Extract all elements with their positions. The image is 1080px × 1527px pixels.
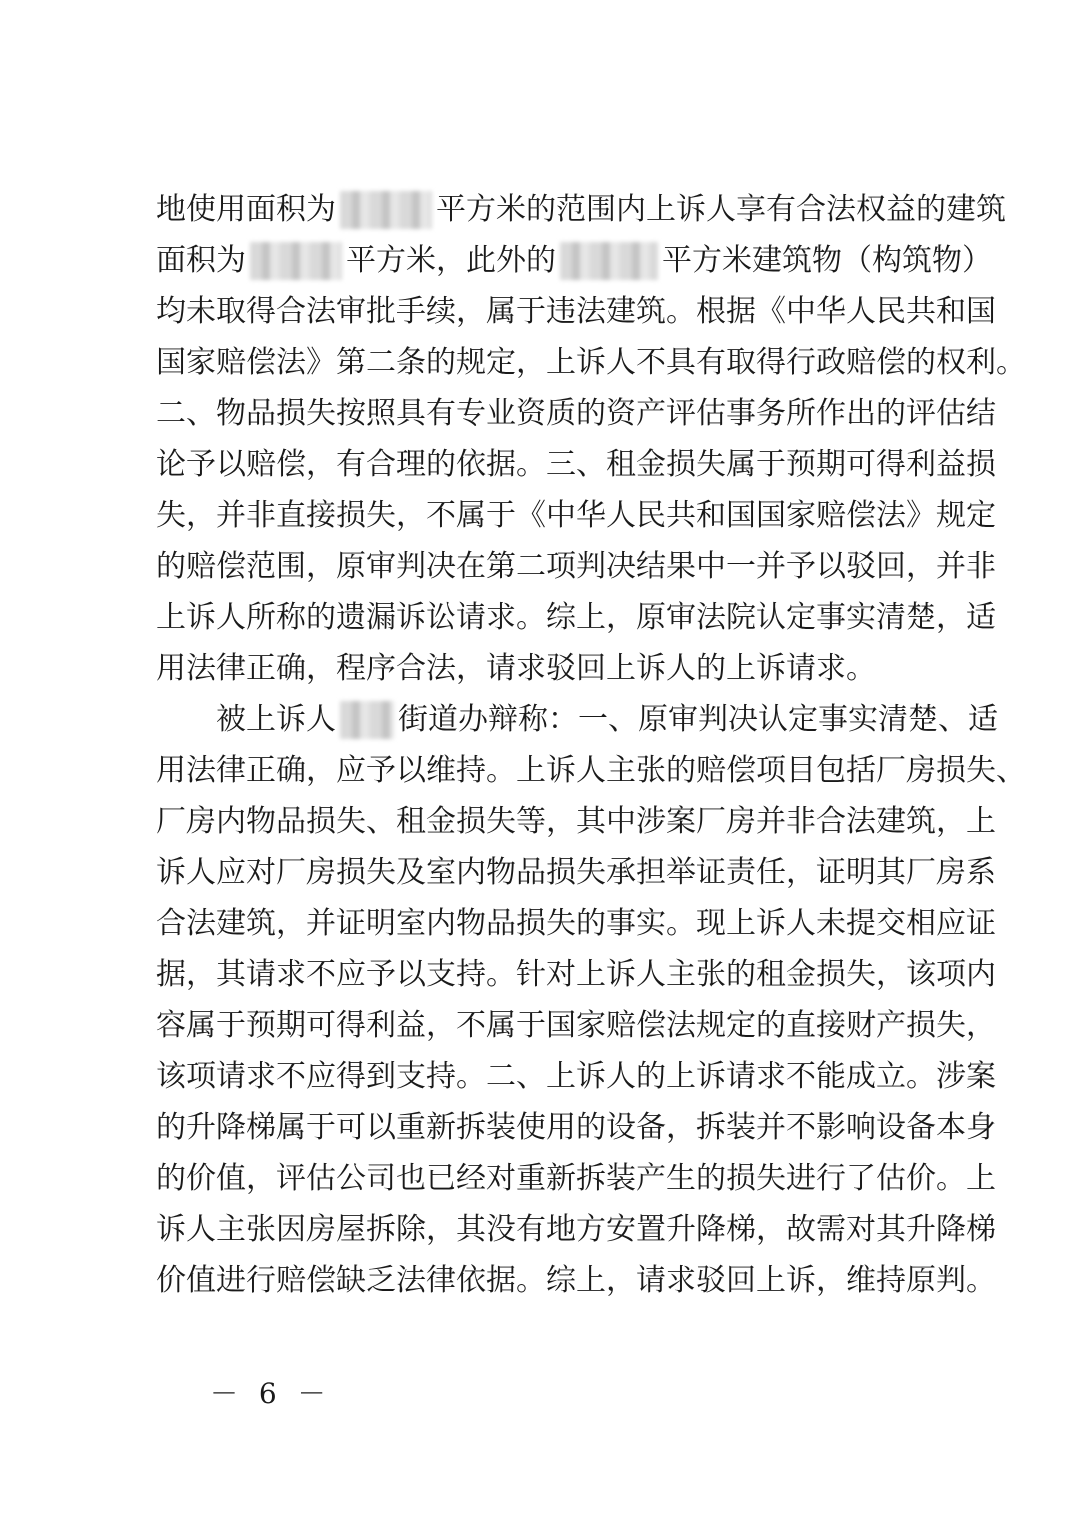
text-segment: 街道办辩称：一、原审判决认定事实清楚、适 xyxy=(398,702,998,737)
text-segment: 的赔偿范围，原审判决在第二项判决结果中一并予以驳回，并非 xyxy=(156,549,996,584)
text-line xyxy=(156,1153,996,1204)
text-segment: 的价值，评估公司也已经对重新拆装产生的损失进行了估价。上 xyxy=(156,1161,996,1196)
text-segment: 诉人应对厂房损失及室内物品损失承担举证责任，证明其厂房系 xyxy=(156,855,996,890)
text-segment: 厂房内物品损失、租金损失等，其中涉案厂房并非合法建筑，上 xyxy=(156,804,996,839)
text-segment: 面积为 xyxy=(156,243,246,278)
text-line xyxy=(156,694,998,745)
text-segment: 国家赔偿法》第二条的规定，上诉人不具有取得行政赔偿的权利。 xyxy=(156,345,1026,380)
text-line xyxy=(156,184,1006,235)
text-segment: 被上诉人 xyxy=(216,702,336,737)
text-line xyxy=(156,847,996,898)
text-line xyxy=(156,1102,996,1153)
text-segment: 该项请求不应得到支持。二、上诉人的上诉请求不能成立。涉案 xyxy=(156,1059,996,1094)
text-segment: 的升降梯属于可以重新拆装使用的设备，拆装并不影响设备本身 xyxy=(156,1110,996,1145)
text-line xyxy=(156,541,996,592)
text-segment: 论予以赔偿，有合理的依据。三、租金损失属于预期可得利益损 xyxy=(156,447,996,482)
text-segment: 用法律正确，程序合法，请求驳回上诉人的上诉请求。 xyxy=(156,651,876,686)
text-segment: 二、物品损失按照具有专业资质的资产评估事务所作出的评估结 xyxy=(156,396,996,431)
text-line xyxy=(156,796,996,847)
text-line xyxy=(156,643,984,694)
text-line xyxy=(156,949,996,1000)
text-line xyxy=(156,388,996,439)
page-number: － 6 － xyxy=(210,1377,332,1410)
text-line xyxy=(156,1000,996,1051)
text-line xyxy=(156,1255,996,1306)
text-line xyxy=(156,745,1026,796)
text-segment: 地使用面积为 xyxy=(156,192,336,227)
text-line xyxy=(156,1204,996,1255)
text-segment: 失，并非直接损失，不属于《中华人民共和国国家赔偿法》规定 xyxy=(156,498,996,533)
text-line xyxy=(156,337,1026,388)
text-line xyxy=(156,490,996,541)
text-segment: 据，其请求不应予以支持。针对上诉人主张的租金损失，该项内 xyxy=(156,957,996,992)
redacted-area-value xyxy=(340,191,432,229)
text-line xyxy=(156,235,992,286)
redacted-area-value xyxy=(250,242,342,280)
text-segment: 平方米，此外的 xyxy=(346,243,556,278)
text-segment: 合法建筑，并证明室内物品损失的事实。现上诉人未提交相应证 xyxy=(156,906,996,941)
text-segment: 平方米的范围内上诉人享有合法权益的建筑 xyxy=(436,192,1006,227)
text-segment: 诉人主张因房屋拆除，其没有地方安置升降梯，故需对其升降梯 xyxy=(156,1212,996,1247)
text-segment: 价值进行赔偿缺乏法律依据。综上，请求驳回上诉，维持原判。 xyxy=(156,1263,996,1298)
text-segment: 均未取得合法审批手续，属于违法建筑。根据《中华人民共和国 xyxy=(156,294,996,329)
text-line xyxy=(156,1051,996,1102)
redacted-area-value xyxy=(560,242,658,280)
text-segment: 上诉人所称的遗漏诉讼请求。综上，原审法院认定事实清楚，适 xyxy=(156,600,996,635)
text-line xyxy=(156,898,996,949)
text-line xyxy=(156,592,996,643)
text-segment: 容属于预期可得利益，不属于国家赔偿法规定的直接财产损失， xyxy=(156,1008,996,1043)
text-segment: 平方米建筑物（构筑物） xyxy=(662,243,992,278)
body-text xyxy=(156,184,1026,1306)
text-line xyxy=(156,286,996,337)
text-line xyxy=(156,439,996,490)
text-segment: 用法律正确，应予以维持。上诉人主张的赔偿项目包括厂房损失、 xyxy=(156,753,1026,788)
redacted-name xyxy=(340,701,394,739)
